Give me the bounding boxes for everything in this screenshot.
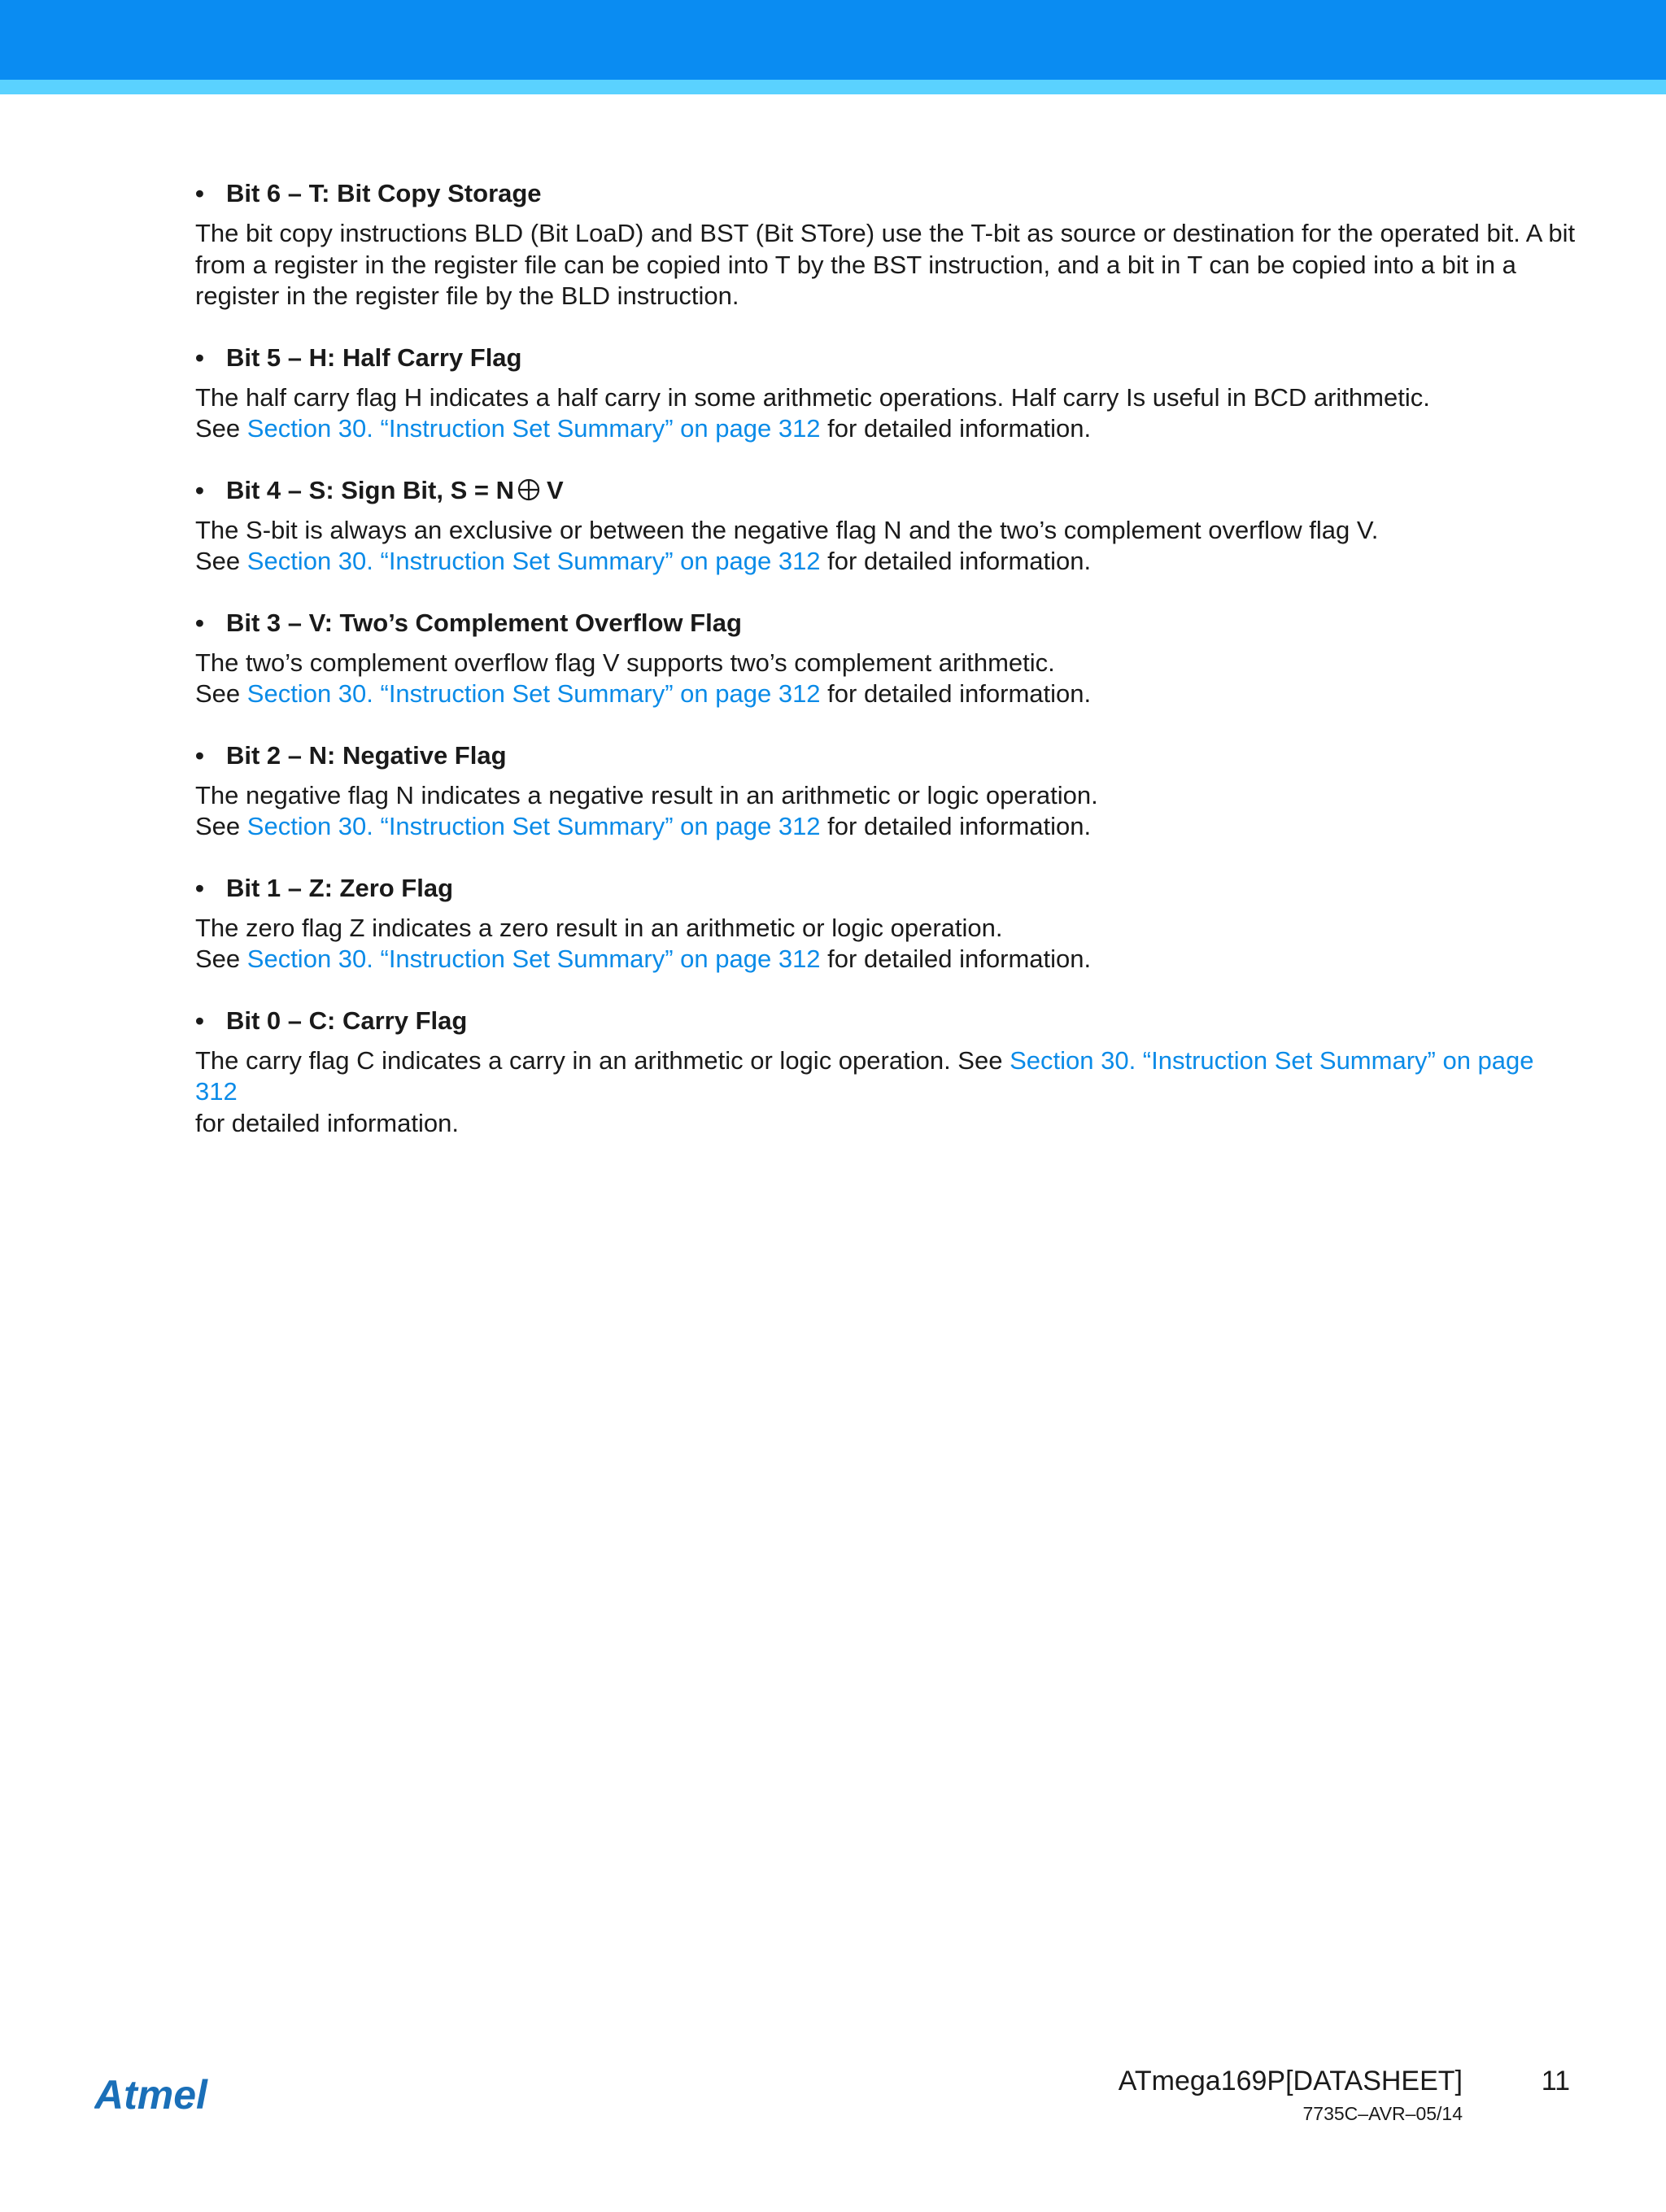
bullet: • [195,873,204,902]
heading-text: Bit 2 – N: Negative Flag [226,740,507,770]
text-after-link: for detailed information. [820,414,1092,443]
document-number: 7735C–AVR–05/14 [1302,2103,1463,2124]
bullet: • [195,342,204,372]
see-label: See [195,679,247,708]
text-after-link: for detailed information. [820,547,1092,575]
paragraph [195,780,1578,843]
page-number: 11 [1541,2066,1570,2096]
logo-text: Atmel [94,2073,207,2115]
paragraph [195,382,1578,445]
section-bit4 [195,474,1578,578]
heading-text: Bit 6 – T: Bit Copy Storage [226,179,542,207]
heading-text: Bit 1 – Z: Zero Flag [226,873,454,902]
text-line: for detailed information. [195,1108,459,1137]
text-line: The bit copy instructions BLD (Bit LoaD) and BST (Bit STore) use the T-bit as source or destination for the operated bit. A bit [195,219,1576,247]
section-heading [195,872,1578,905]
section-bit5 [195,342,1578,445]
see-label: See [195,812,247,840]
section-heading [195,342,1578,374]
heading-tail: V [546,475,564,504]
instruction-set-summary-link[interactable]: Section 30. “Instruction Set Summary” on page 312 [246,945,821,973]
see-label: See [195,945,247,973]
instruction-set-summary-link[interactable]: Section 30. “Instruction Set Summary” on page 312 [246,547,821,575]
paragraph [195,218,1578,312]
section-heading [195,177,1578,210]
text-line: The half carry flag H indicates a half carry in some arithmetic operations. Half carry Is useful in BCD arithmetic. [195,382,1430,412]
text-line: The S-bit is always an exclusive or between the negative flag N and the two’s complement overflow flag V. [195,515,1379,544]
heading-text: Bit 0 – C: Carry Flag [226,1006,468,1035]
section-heading [195,607,1578,639]
bullet: • [195,740,204,770]
section-heading [195,474,1578,507]
text-line: The negative flag N indicates a negative result in an arithmetic or logic operation. [195,780,1098,809]
instruction-set-summary-link[interactable]: Section 30. “Instruction Set Summary” on page 312 [246,812,821,840]
section-heading [195,1005,1578,1037]
paragraph [195,515,1578,578]
text-line: register in the register file by the BLD instruction. [195,281,739,310]
section-bit6 [195,177,1578,312]
section-heading [195,740,1578,772]
see-label: See [195,547,247,575]
instruction-set-summary-link[interactable]: Section 30. “Instruction Set Summary” on page 312 [195,1045,1534,1106]
paragraph [195,1045,1578,1140]
heading-text: Bit 3 – V: Two’s Complement Overflow Flag [226,608,742,637]
text-after-link: for detailed information. [820,812,1092,840]
text-line: The two’s complement overflow flag V supports two’s complement arithmetic. [195,648,1055,677]
text-line: The zero flag Z indicates a zero result in an arithmetic or logic operation. [195,913,1003,942]
document-title: ATmega169P[DATASHEET] [1118,2066,1463,2096]
heading-text: Bit 4 – S: Sign Bit, S = N [226,475,514,504]
section-bit3 [195,607,1578,710]
atmel-logo [94,2073,241,2115]
bullet: • [195,1006,204,1035]
header-band [0,0,1666,80]
heading-text: Bit 5 – H: Half Carry Flag [226,342,522,372]
circled-plus-icon [517,477,540,500]
paragraph [195,648,1578,710]
text-after-link: for detailed information. [820,679,1092,708]
page-content [195,177,1578,1168]
header-stripe [0,80,1666,94]
bullet: • [195,608,204,637]
section-bit1 [195,872,1578,975]
bullet: • [195,179,204,207]
see-label: See [195,414,247,443]
paragraph [195,913,1578,975]
section-bit2 [195,740,1578,843]
instruction-set-summary-link[interactable]: Section 30. “Instruction Set Summary” on page 312 [246,679,821,708]
bullet: • [195,475,204,504]
instruction-set-summary-link[interactable]: Section 30. “Instruction Set Summary” on page 312 [246,414,821,443]
section-bit0 [195,1005,1578,1140]
text-line: from a register in the register file can be copied into T by the BST instruction, and a bit in T can be copied into a bit in a [195,250,1516,279]
text-after-link: for detailed information. [820,945,1092,973]
text-before-link: The carry flag C indicates a carry in an arithmetic or logic operation. See [195,1045,1010,1075]
